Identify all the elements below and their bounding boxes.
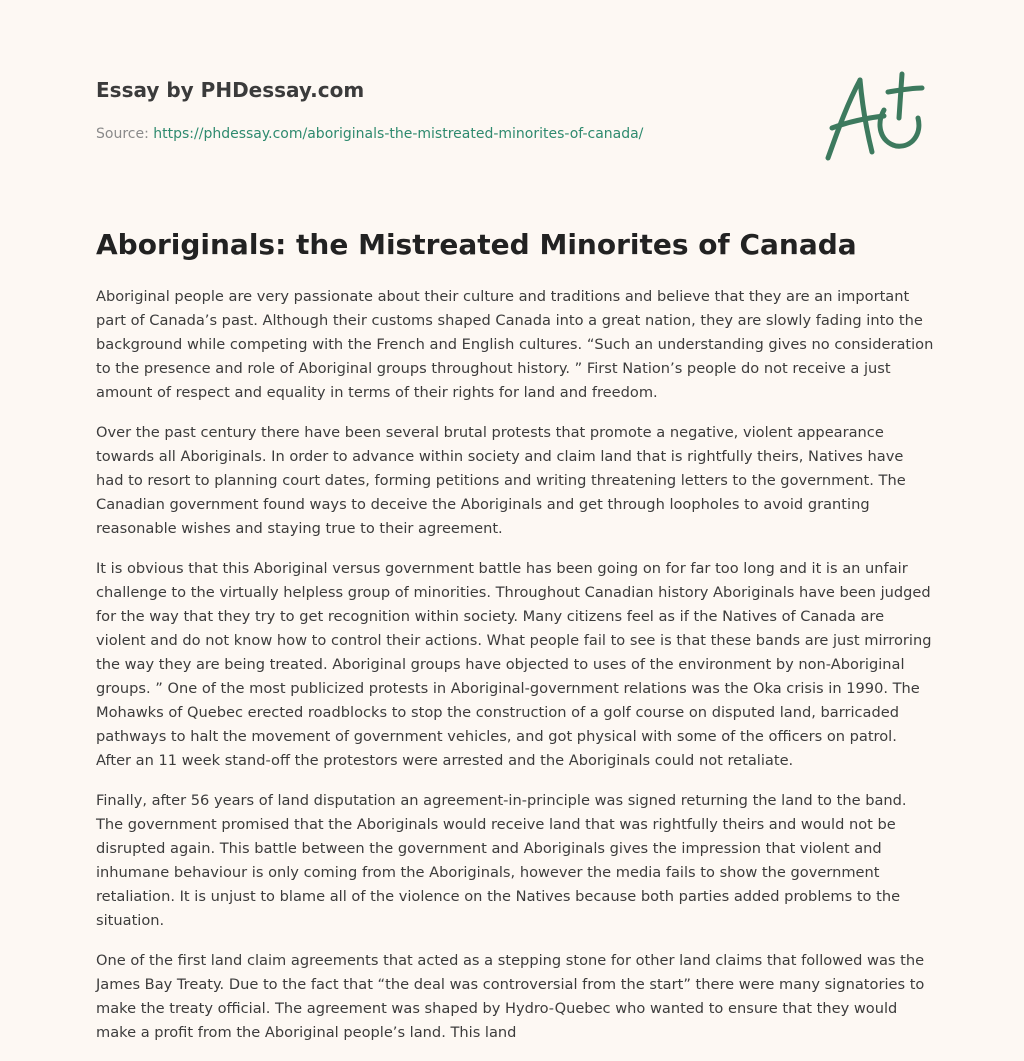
source-line [96,124,776,144]
paragraph: It is obvious that this Aboriginal versus government battle has been going on for far too long and it is an unfair challenge to the virtually helpless group of minorities. Throughout Canadian history Aboriginals have been judged for the way that they try to get recognition within society. Many citizens feel as if the Natives of Canada are violent and do not know how to control their actions. What people fail to see is that these bands are just mirroring the way they are being treated. Aboriginal groups have objected to uses of the environment by non-Aboriginal groups. ” One of the most publicized protests in Aboriginal-government relations was the Oka crisis in 1990. The Mohawks of Quebec erected roadblocks to stop the construction of a golf course on disputed land, barricaded pathways to halt the movement of government vehicles, and got physical with some of the officers on patrol. After an 11 week stand-off the protestors were arrested and the Aboriginals could not retaliate. [96,560,932,769]
paragraph: Finally, after 56 years of land disputation an agreement-in-principle was signed returning the land to the band. The government promised that the Aboriginals would receive land that was rightfully theirs and would not be disrupted again. This battle between the government and Aboriginals gives the impression that violent and inhumane behaviour is only coming from the Aboriginals, however the media fails to show the government retaliation. It is unjust to blame all of the violence on the Natives because both parties added problems to the situation. [96,792,907,929]
paragraph: Over the past century there have been several brutal protests that promote a negative, violent appearance towards all Aboriginals. In order to advance within society and claim land that is rightfully theirs, Natives have had to resort to planning court dates, forming petitions and writing threatening letters to the government. The Canadian government found ways to deceive the Aboriginals and get through loopholes to avoid granting reasonable wishes and staying true to their agreement. [96,424,906,537]
paragraph: One of the first land claim agreements that acted as a stepping stone for other land claims that followed was the James Bay Treaty. Due to the fact that “the deal was controversial from the start” there were many signatories to make the treaty official. The agreement was shaped by Hydro-Quebec who wanted to ensure that they would make a profit from the Aboriginal people’s land. This land [96,952,925,1041]
site-title: Essay by PHDessay.com [96,78,365,102]
essay-body [96,285,934,1061]
essay-title: Aboriginals: the Mistreated Minorites of Canada [96,228,857,261]
source-label: Source: [96,126,154,142]
source-link[interactable]: https://phdessay.com/aboriginals-the-mistreated-minorites-of-canada/ [153,126,644,142]
a-plus-logo-icon [818,66,930,166]
paragraph: Aboriginal people are very passionate about their culture and traditions and believe that they are an important part of Canada’s past. Although their customs shaped Canada into a great nation, they are slowly fading into the background while competing with the French and English cultures. “Such an understanding gives no consideration to the presence and role of Aboriginal groups throughout history. ” First Nation’s people do not receive a just amount of respect and equality in terms of their rights for land and freedom. [96,288,934,401]
page-header [96,76,776,144]
